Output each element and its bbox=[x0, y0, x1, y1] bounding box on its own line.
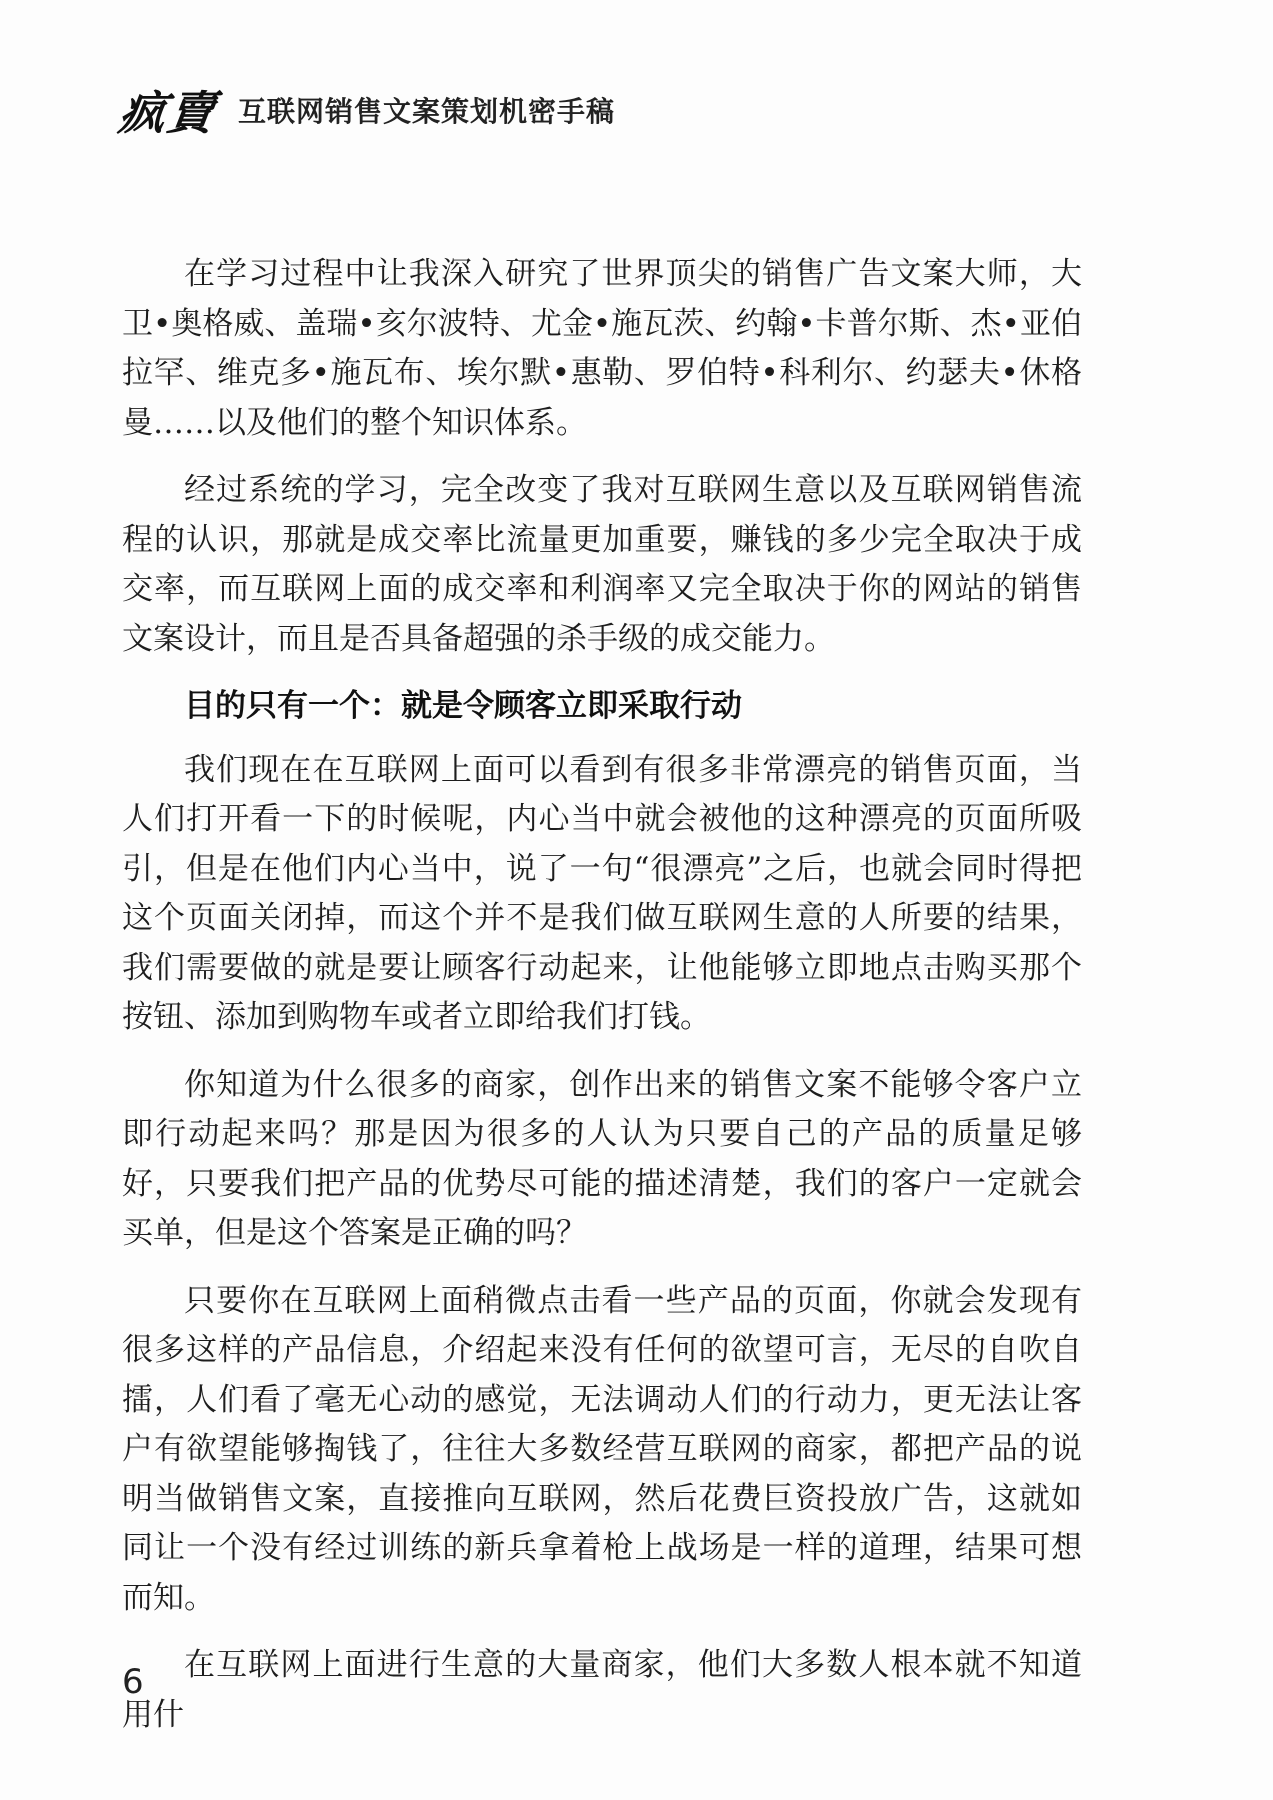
paragraph: 在学习过程中让我深入研究了世界顶尖的销售广告文案大师，大卫•奥格威、盖瑞•亥尔波特、尤金•施瓦茨、约翰•卡普尔斯、杰•亚伯拉罕、维克多•施瓦布、埃尔默•惠勒、罗伯特•科利尔、约瑟夫•休格曼……以及他们的整个知识体系。 bbox=[122, 256, 1082, 441]
paragraph: 你知道为什么很多的商家，创作出来的销售文案不能够令客户立即行动起来吗？那是因为很多的人认为只要自己的产品的质量足够好，只要我们把产品的优势尽可能的描述清楚，我们的客户一定就会买单，但是这个答案是正确的吗？ bbox=[122, 1066, 1082, 1251]
paragraph: 我们现在在互联网上面可以看到有很多非常漂亮的销售页面，当人们打开看一下的时候呢，内心当中就会被他的这种漂亮的页面所吸引，但是在他们内心当中，说了一句“很漂亮”之后，也就会同时得把这个页面关闭掉，而这个并不是我们做互联网生意的人所要的结果，我们需要做的就是要让顾客行动起来，让他能够立即地点击购买那个按钮、添加到购物车或者立即给我们打钱。 bbox=[122, 751, 1082, 1035]
header-title: 互联网销售文案策划机密手稿 bbox=[238, 95, 616, 128]
paragraph: 只要你在互联网上面稍微点击看一些产品的页面，你就会发现有很多这样的产品信息，介绍起来没有任何的欲望可言，无尽的自吹自擂，人们看了毫无心动的感觉，无法调动人们的行动力，更无法让客户有欲望能够掏钱了，往往大多数经营互联网的商家，都把产品的说明当做销售文案，直接推向互联网，然后花费巨资投放广告，这就如同让一个没有经过训练的新兵拿着枪上战场是一样的道理，结果可想而知。 bbox=[122, 1282, 1082, 1616]
section-heading: 目的只有一个：就是令顾客立即采取行动 bbox=[184, 688, 742, 724]
paragraph: 经过系统的学习，完全改变了我对互联网生意以及互联网销售流程的认识，那就是成交率比流量更加重要，赚钱的多少完全取决于成交率，而互联网上面的成交率和利润率又完全取决于你的网站的销售文案设计，而且是否具备超强的杀手级的成交能力。 bbox=[122, 472, 1082, 657]
paragraph: 在互联网上面进行生意的大量商家，他们大多数人根本就不知道用什 bbox=[122, 1647, 1082, 1733]
header-logo: 疯賣 bbox=[115, 86, 220, 140]
running-header bbox=[115, 82, 616, 140]
page-content bbox=[122, 250, 1082, 1758]
page-number: 6 bbox=[122, 1662, 144, 1702]
